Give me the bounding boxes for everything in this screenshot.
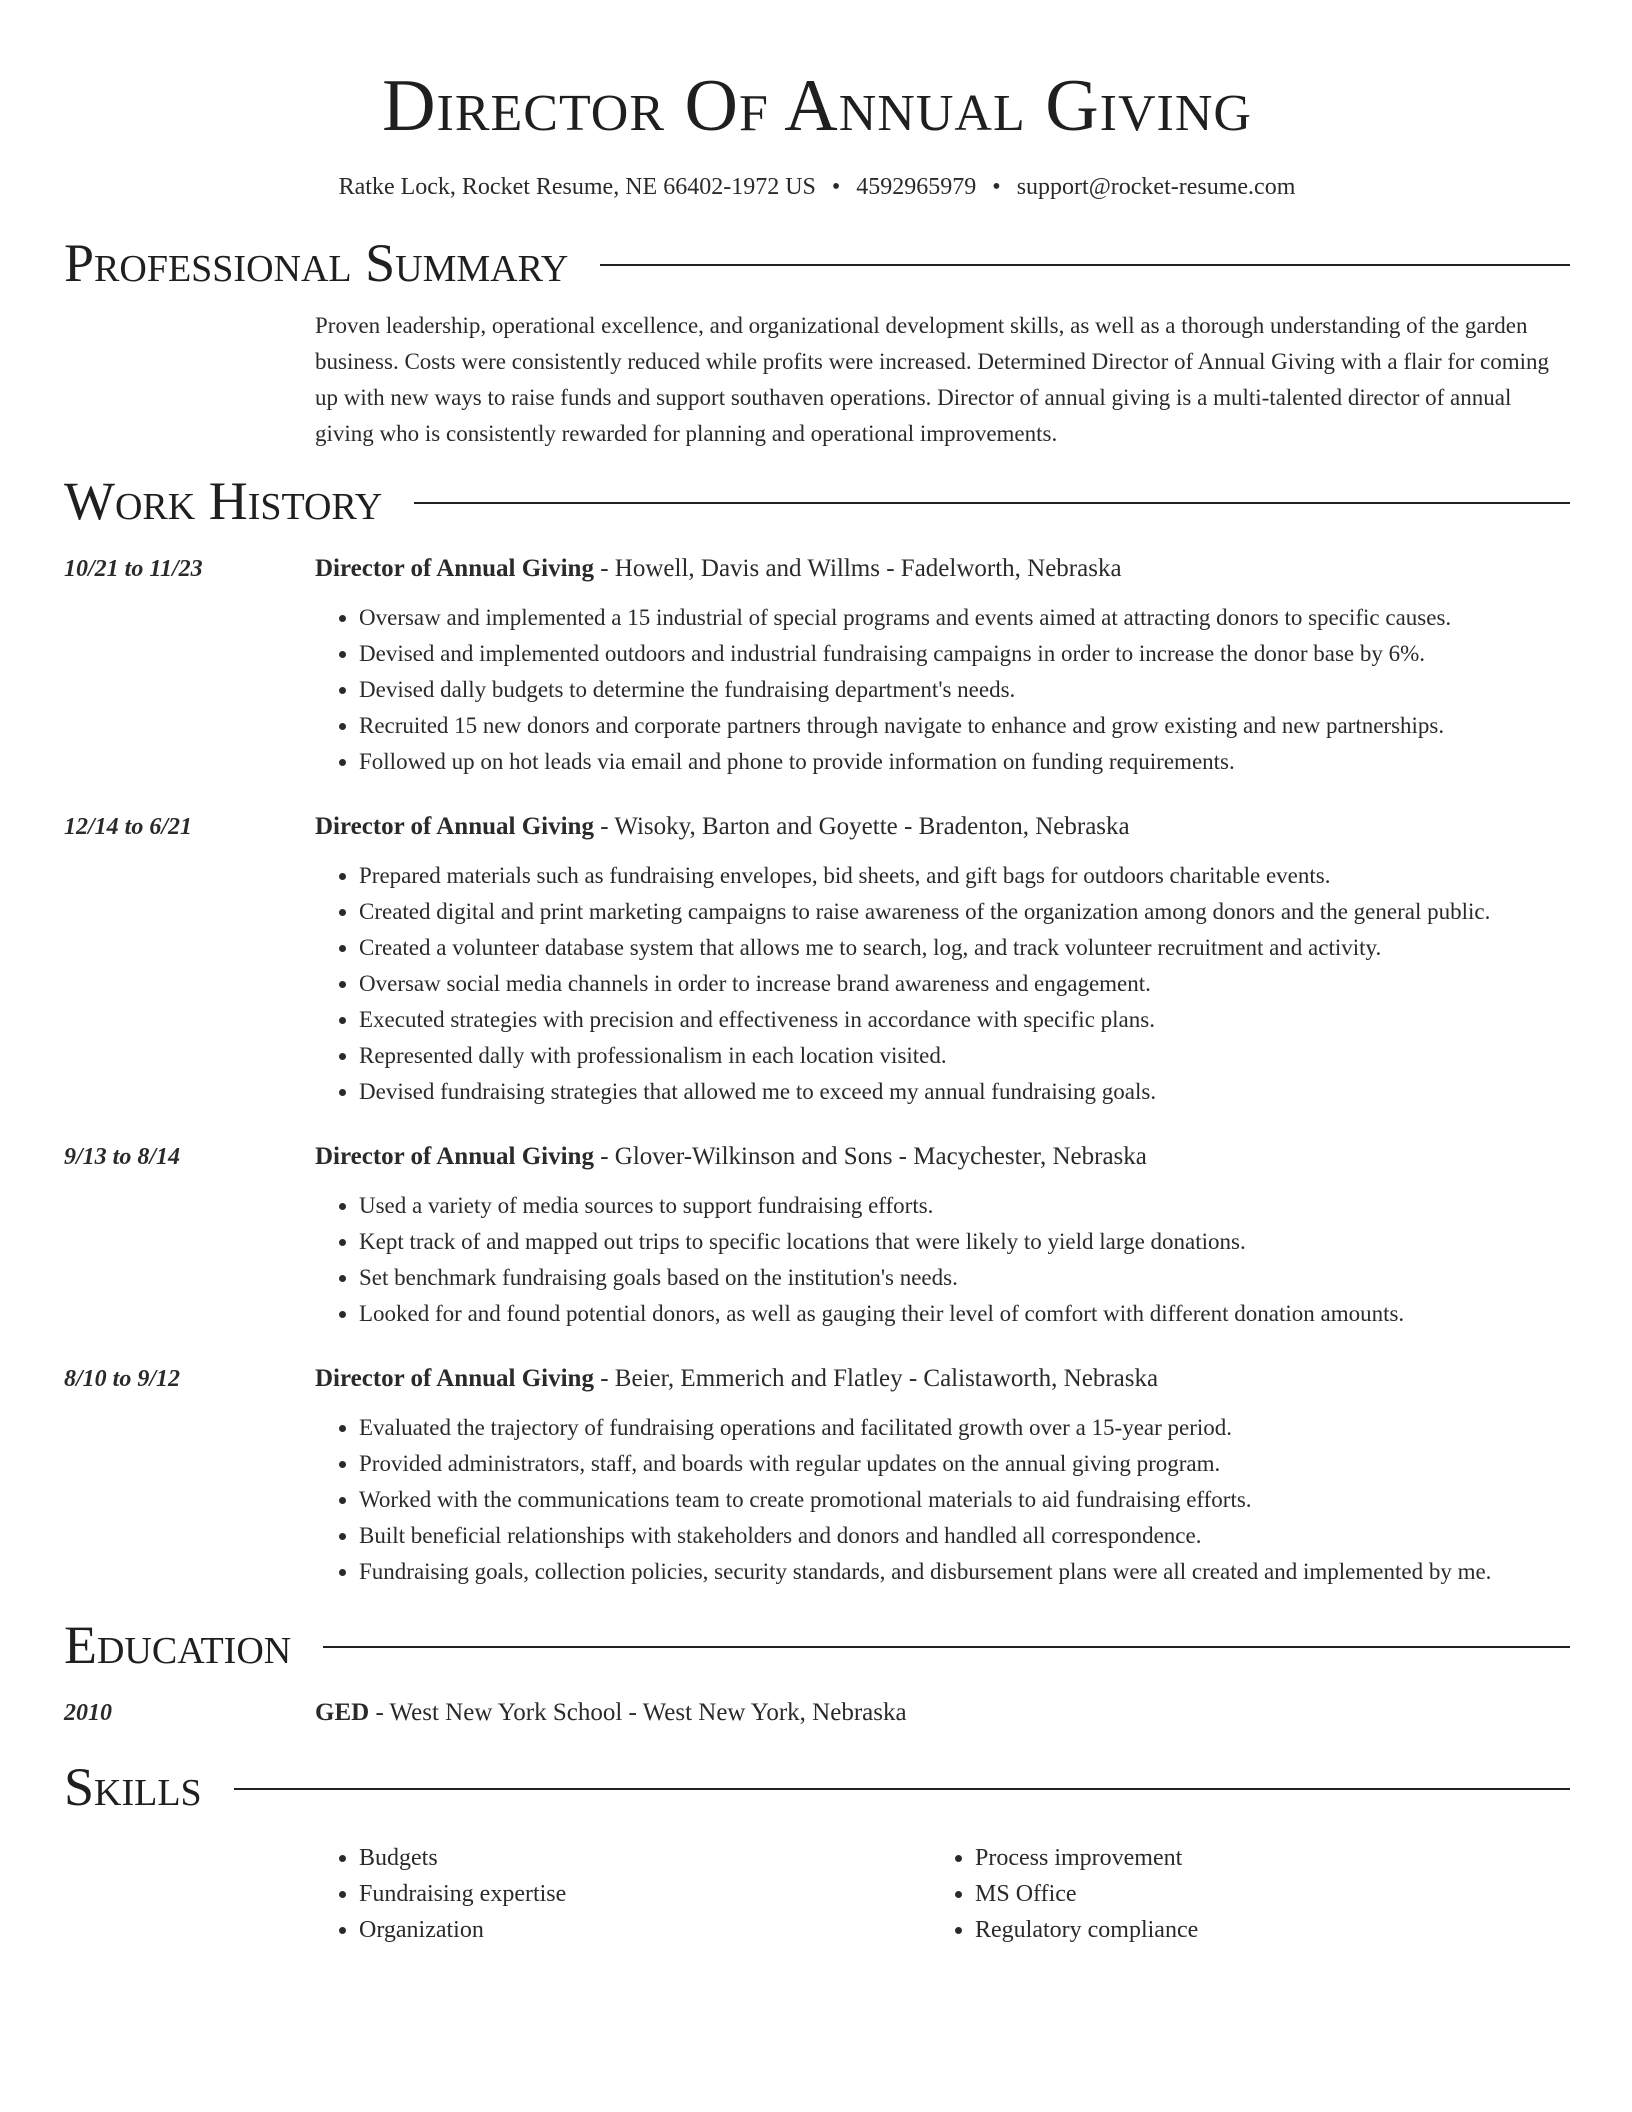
skill-item: • Budgets bbox=[359, 1840, 931, 1876]
skill-item: • Process improvement bbox=[975, 1840, 1547, 1876]
job-bullets bbox=[315, 600, 1570, 780]
job-dates: 12/14 to 6/21 bbox=[64, 814, 193, 840]
education-year: 2010 bbox=[64, 1700, 112, 1726]
list-item: • Followed up on hot leads via email and phone to provide information on funding requirements. bbox=[359, 744, 1570, 780]
job-details: - Wisoky, Barton and Goyette - Bradenton, Nebraska bbox=[593, 813, 1130, 840]
list-item: • Worked with the communications team to create promotional materials to aid fundraising efforts. bbox=[359, 1482, 1570, 1518]
list-item: • Oversaw and implemented a 15 industrial of special programs and events aimed at attracting donors to specific causes. bbox=[359, 600, 1570, 636]
job-body bbox=[315, 1140, 1570, 1332]
list-item: • Created digital and print marketing campaigns to raise awareness of the organization among donors and the general public. bbox=[359, 894, 1570, 930]
skills-column-right bbox=[931, 1840, 1547, 1948]
job-entry bbox=[64, 1362, 1570, 1590]
list-item: • Executed strategies with precision and effectiveness in accordance with specific plans. bbox=[359, 1002, 1570, 1038]
contact-line bbox=[64, 170, 1570, 204]
contact-phone: 4592965979 bbox=[856, 174, 977, 200]
section-heading-education: Education bbox=[64, 1615, 292, 1675]
skill-item: • Regulatory compliance bbox=[975, 1912, 1547, 1948]
education-heading bbox=[315, 1696, 1570, 1730]
job-role: Director of Annual Giving bbox=[315, 555, 594, 582]
job-dates: 9/13 to 8/14 bbox=[64, 1144, 181, 1170]
job-bullets bbox=[315, 858, 1570, 1110]
section-heading-work: Work History bbox=[64, 471, 383, 531]
job-dates: 10/21 to 11/23 bbox=[64, 556, 203, 582]
list-item: • Represented dally with professionalism in each location visited. bbox=[359, 1038, 1570, 1074]
contact-email: support@rocket-resume.com bbox=[1016, 174, 1296, 200]
job-entry bbox=[64, 1140, 1570, 1332]
job-role: Director of Annual Giving bbox=[315, 813, 594, 840]
education-entry bbox=[64, 1696, 1570, 1730]
list-item: • Used a variety of media sources to support fundraising efforts. bbox=[359, 1188, 1570, 1224]
section-skills-header bbox=[64, 1754, 1570, 1820]
education-degree: GED bbox=[315, 1699, 370, 1726]
resume-page bbox=[64, 0, 1570, 1948]
list-item: • Created a volunteer database system that allows me to search, log, and track volunteer recruitment and activity. bbox=[359, 930, 1570, 966]
job-entry bbox=[64, 552, 1570, 780]
education-body bbox=[315, 1696, 1570, 1730]
job-heading bbox=[315, 1362, 1570, 1396]
summary-text: Proven leadership, operational excellence, and organizational development skills, as well as a thorough understanding of the garden business. Costs were consistently reduced while profits were increased. Determined Director of Annual Giving with a flair for coming up with new ways to raise funds and support southaven operations. Director of annual giving is a multi-talented director of annual giving who is consistently rewarded for planning and operational improvements. bbox=[315, 313, 1549, 446]
list-item: • Evaluated the trajectory of fundraising operations and facilitated growth over a 15-year period. bbox=[359, 1410, 1570, 1446]
job-body bbox=[315, 1362, 1570, 1590]
job-body bbox=[315, 810, 1570, 1110]
list-item: • Devised dally budgets to determine the fundraising department's needs. bbox=[359, 672, 1570, 708]
list-item: • Fundraising goals, collection policies, security standards, and disbursement plans were all created and implemented by me. bbox=[359, 1554, 1570, 1590]
job-bullets bbox=[315, 1410, 1570, 1590]
skill-item: • Fundraising expertise bbox=[359, 1876, 931, 1912]
list-item: • Provided administrators, staff, and boards with regular updates on the annual giving program. bbox=[359, 1446, 1570, 1482]
contact-separator: • bbox=[831, 174, 841, 200]
job-dates: 8/10 to 9/12 bbox=[64, 1366, 181, 1392]
skill-item: • Organization bbox=[359, 1912, 931, 1948]
section-heading-summary: Professional Summary bbox=[64, 233, 569, 293]
section-divider bbox=[414, 502, 1570, 504]
job-body bbox=[315, 552, 1570, 780]
section-divider bbox=[600, 264, 1570, 266]
list-item: • Devised and implemented outdoors and industrial fundraising campaigns in order to increase the donor base by 6%. bbox=[359, 636, 1570, 672]
job-details: - Howell, Davis and Willms - Fadelworth, Nebraska bbox=[593, 555, 1122, 582]
list-item: • Kept track of and mapped out trips to specific locations that were likely to yield large donations. bbox=[359, 1224, 1570, 1260]
list-item: • Built beneficial relationships with stakeholders and donors and handled all correspondence. bbox=[359, 1518, 1570, 1554]
section-summary-header bbox=[64, 230, 1570, 296]
contact-address: Ratke Lock, Rocket Resume, NE 66402-1972 US bbox=[338, 174, 816, 200]
job-role: Director of Annual Giving bbox=[315, 1365, 594, 1392]
list-item: • Set benchmark fundraising goals based on the institution's needs. bbox=[359, 1260, 1570, 1296]
education-details: - West New York School - West New York, Nebraska bbox=[369, 1699, 907, 1726]
section-work-header bbox=[64, 468, 1570, 534]
skills-list bbox=[315, 1840, 1570, 1948]
job-bullets bbox=[315, 1188, 1570, 1332]
list-item: • Devised fundraising strategies that allowed me to exceed my annual fundraising goals. bbox=[359, 1074, 1570, 1110]
skills-column-left bbox=[315, 1840, 931, 1948]
job-details: - Glover-Wilkinson and Sons - Macychester, Nebraska bbox=[593, 1143, 1147, 1170]
contact-separator: • bbox=[992, 174, 1001, 200]
section-heading-skills: Skills bbox=[64, 1757, 202, 1817]
section-divider bbox=[323, 1646, 1570, 1648]
list-item: • Looked for and found potential donors, as well as gauging their level of comfort with different donation amounts. bbox=[359, 1296, 1570, 1332]
list-item: • Prepared materials such as fundraising envelopes, bid sheets, and gift bags for outdoors charitable events. bbox=[359, 858, 1570, 894]
job-heading bbox=[315, 810, 1570, 844]
skill-item: • MS Office bbox=[975, 1876, 1547, 1912]
job-role: Director of Annual Giving bbox=[315, 1143, 594, 1170]
list-item: • Recruited 15 new donors and corporate partners through navigate to enhance and grow existing and new partnerships. bbox=[359, 708, 1570, 744]
list-item: • Oversaw social media channels in order to increase brand awareness and engagement. bbox=[359, 966, 1570, 1002]
job-entry bbox=[64, 810, 1570, 1110]
section-education-header bbox=[64, 1612, 1570, 1678]
resume-title: Director Of Annual Giving bbox=[382, 65, 1252, 147]
section-divider bbox=[234, 1788, 1570, 1790]
job-details: - Beier, Emmerich and Flatley - Calistaworth, Nebraska bbox=[593, 1365, 1159, 1392]
job-heading bbox=[315, 552, 1570, 586]
job-heading bbox=[315, 1140, 1570, 1174]
